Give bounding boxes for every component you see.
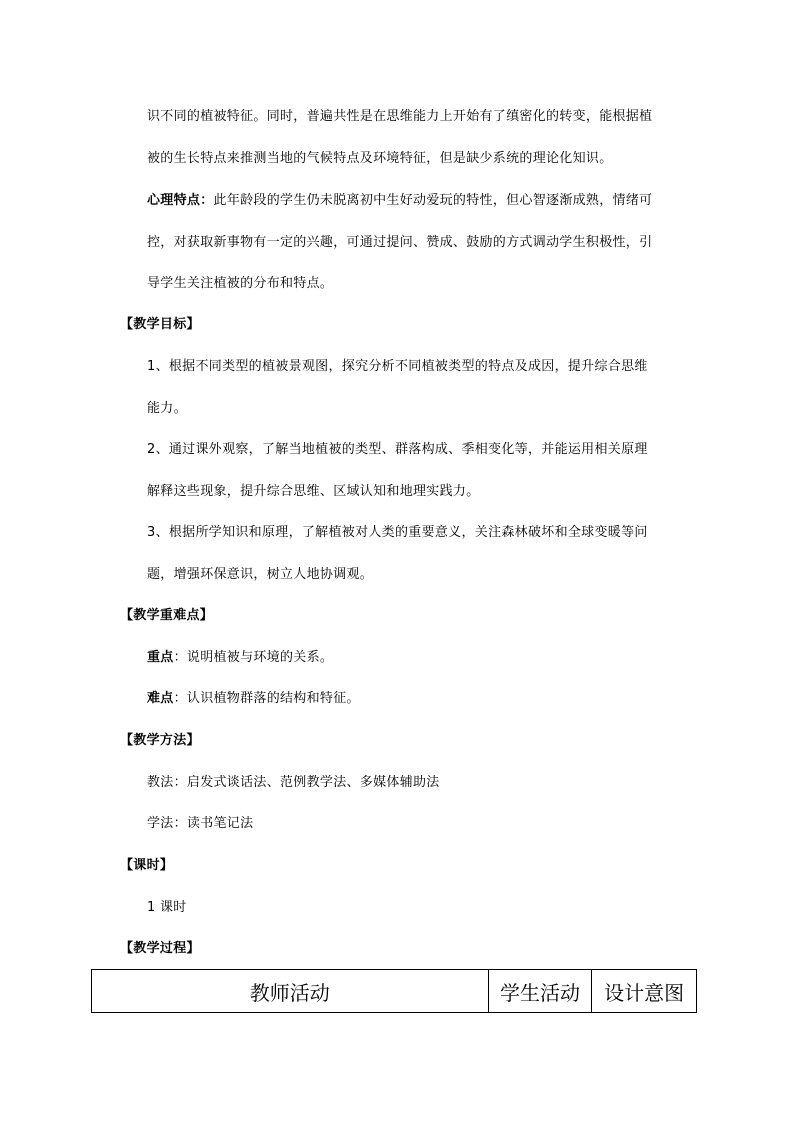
psych-label: 心理特点： <box>147 193 214 208</box>
hard-label: 难点 <box>147 691 174 706</box>
hours-value: 1 课时 <box>147 900 187 915</box>
key-text: ：说明植被与环境的关系。 <box>173 650 334 665</box>
col-teacher-activity: 教师活动 <box>92 970 489 1013</box>
goal1-line2: 能力。 <box>147 401 187 416</box>
col-student-activity: 学生活动 <box>488 970 592 1013</box>
process-table <box>91 969 697 1013</box>
hard-point <box>147 690 360 708</box>
process-heading: 【教学过程】 <box>120 941 200 956</box>
methods-heading: 【教学方法】 <box>120 733 200 748</box>
table-header-row <box>92 970 697 1013</box>
keypoints-heading: 【教学重难点】 <box>120 608 214 623</box>
psych-line1 <box>147 192 652 210</box>
key-point <box>147 649 333 667</box>
psych-text1: 此年龄段的学生仍未脱离初中生好动爱玩的特性，但心智逐渐成熟，情绪可 <box>213 193 653 208</box>
hard-text: ：认识植物群落的结构和特征。 <box>173 691 360 706</box>
goal1-line1: 1、根据不同类型的植被景观图，探究分析不同植被类型的特点及成因，提升综合思维 <box>147 359 648 374</box>
teach-method: 教法：启发式谈话法、范例教学法、多媒体辅助法 <box>147 775 440 790</box>
goal2-line1: 2、通过课外观察，了解当地植被的类型、群落构成、季相变化等，并能运用相关原理 <box>147 442 648 457</box>
hours-heading: 【课时】 <box>120 858 174 873</box>
col-design-intent: 设计意图 <box>592 970 697 1013</box>
para1-line2: 被的生长特点来推测当地的气候特点及环境特征，但是缺少系统的理论化知识。 <box>147 151 613 166</box>
goal3-line2: 题，增强环保意识，树立人地协调观。 <box>147 567 374 582</box>
psych-line3: 导学生关注植被的分布和特点。 <box>147 276 334 291</box>
para1-line1: 识不同的植被特征。同时，普遍共性是在思维能力上开始有了缜密化的转变，能根据植 <box>147 109 653 124</box>
psych-line2: 控，对获取新事物有一定的兴趣，可通过提问、赞成、鼓励的方式调动学生积极性，引 <box>147 235 653 250</box>
goal2-line2: 解释这些现象，提升综合思维、区域认知和地理实践力。 <box>147 484 480 499</box>
learn-method: 学法：读书笔记法 <box>147 816 254 831</box>
goal3-line1: 3、根据所学知识和原理，了解植被对人类的重要意义，关注森林破坏和全球变暖等问 <box>147 525 648 540</box>
goals-heading: 【教学目标】 <box>120 317 200 332</box>
key-label: 重点 <box>147 650 174 665</box>
